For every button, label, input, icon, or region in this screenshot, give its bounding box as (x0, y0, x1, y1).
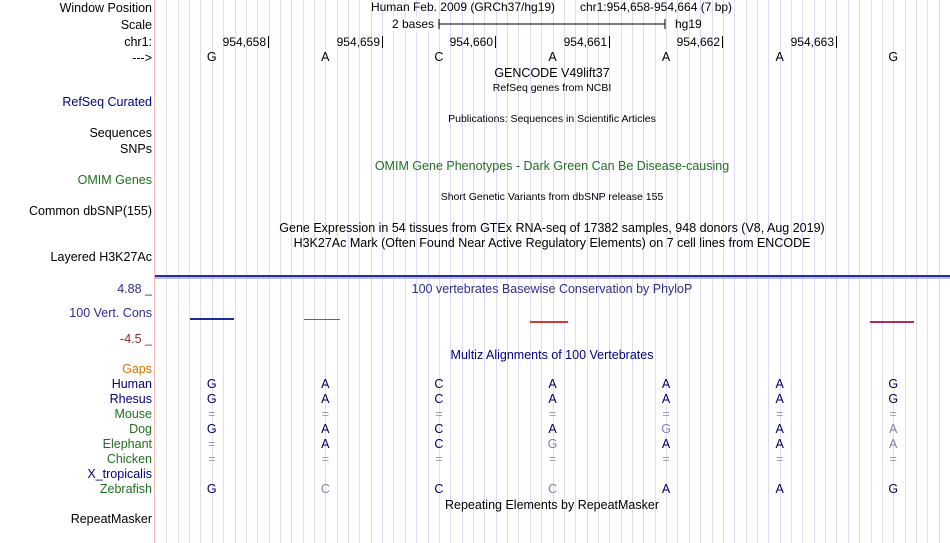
alignment-base: A (321, 377, 330, 391)
chrom-label: chr1: (124, 35, 152, 49)
gaps-label[interactable]: Gaps (122, 362, 152, 376)
alignment-base: G (888, 482, 899, 496)
strand-label: ---> (132, 51, 152, 65)
gridline (746, 0, 747, 543)
gridline (859, 0, 860, 543)
gencode-title[interactable]: GENCODE V49lift37 (494, 66, 610, 80)
gridline (757, 0, 758, 543)
alignment-base: = (321, 452, 329, 466)
scale-bar (438, 17, 668, 31)
alignment-base: A (321, 422, 330, 436)
gridline (791, 0, 792, 543)
ruler-tick-label: 954,661 (563, 35, 607, 49)
alignment-base: C (434, 437, 444, 451)
gridline (484, 0, 485, 543)
alignment-base: = (662, 452, 670, 466)
gridline (416, 0, 417, 543)
omim-title[interactable]: OMIM Gene Phenotypes - Dark Green Can Be Disease-causing (374, 159, 730, 173)
repeatmasker-title[interactable]: Repeating Elements by RepeatMasker (444, 498, 660, 512)
alignment-base: A (548, 392, 557, 406)
gridline (371, 0, 372, 543)
alignment-base: = (321, 407, 329, 421)
scale-label: Scale (120, 18, 152, 32)
alignment-base: A (661, 377, 671, 391)
alignment-base: C (434, 377, 444, 391)
gridline (700, 0, 701, 543)
dbsnp-label[interactable]: Common dbSNP(155) (29, 204, 152, 218)
ruler-tick (836, 36, 837, 48)
gridline (359, 0, 360, 543)
species-label[interactable]: Zebrafish (99, 482, 152, 496)
gridline (677, 0, 678, 543)
ref-base: G (206, 50, 217, 64)
ref-base: A (775, 50, 784, 64)
alignment-base: A (775, 482, 784, 496)
alignment-base: C (434, 482, 444, 496)
alignment-base: A (321, 392, 330, 406)
omim-label[interactable]: OMIM Genes (77, 173, 152, 187)
gridline (337, 0, 338, 543)
species-label[interactable]: Mouse (114, 407, 152, 421)
gridline (939, 0, 940, 543)
alignment-base: A (889, 422, 898, 436)
alignment-base: A (775, 422, 784, 436)
gridline (303, 0, 304, 543)
alignment-base: A (548, 422, 557, 436)
gridline (280, 0, 281, 543)
alignment-base: A (775, 377, 784, 391)
ruler-tick-label: 954,663 (790, 35, 834, 49)
ruler-tick-label: 954,659 (336, 35, 380, 49)
alignment-base: = (208, 407, 216, 421)
publications-title[interactable]: Publications: Sequences in Scientific Articles (448, 113, 656, 125)
ref-base: G (888, 50, 899, 64)
alignment-base: A (321, 437, 330, 451)
gridline (178, 0, 179, 543)
ref-base: A (321, 50, 330, 64)
alignment-base: G (206, 377, 217, 391)
alignment-base: = (208, 452, 216, 466)
ruler-tick (382, 36, 383, 48)
phylop-mark (190, 318, 234, 320)
alignment-base: A (661, 392, 671, 406)
alignment-base: = (775, 452, 784, 466)
species-label[interactable]: Human (111, 377, 152, 391)
gridline (382, 0, 383, 543)
gridline (927, 0, 928, 543)
gridline (462, 0, 463, 543)
gridline (802, 0, 803, 543)
sidebar-border (154, 0, 155, 543)
alignment-base: = (775, 407, 784, 421)
species-label[interactable]: Rhesus (109, 392, 152, 406)
refseq-label[interactable]: RefSeq Curated (62, 95, 152, 109)
species-label[interactable]: X_tropicalis (87, 467, 152, 481)
gridline (814, 0, 815, 543)
alignment-base: C (434, 392, 444, 406)
alignment-base: = (889, 452, 897, 466)
ref-base: C (434, 50, 444, 64)
gridline (450, 0, 451, 543)
window-coords: chr1:954,658-954,664 (7 bp) (579, 0, 733, 14)
alignment-base: G (206, 392, 217, 406)
alignment-base: = (889, 407, 897, 421)
alignment-base: = (208, 437, 216, 451)
gridline (257, 0, 258, 543)
gridline (871, 0, 872, 543)
ruler-tick (722, 36, 723, 48)
repeatmasker-label[interactable]: RepeatMasker (70, 512, 152, 526)
species-label[interactable]: Elephant (102, 437, 152, 451)
dbsnp-title[interactable]: Short Genetic Variants from dbSNP release 155 (440, 191, 664, 203)
phylop-max-label: 4.88 _ (117, 282, 152, 296)
ruler-tick (268, 36, 269, 48)
gridline (723, 0, 724, 543)
gridline (882, 0, 883, 543)
gridline (768, 0, 769, 543)
gridline (314, 0, 315, 543)
gridline (825, 0, 826, 543)
gtex-title[interactable]: Gene Expression in 54 tissues from GTEx RNA-seq of 17382 samples, 948 donors (V8, Aug 2019) (279, 221, 825, 235)
alignment-base: G (661, 422, 671, 436)
alignment-base: G (206, 482, 217, 496)
phylop-min-label: -4.5 _ (120, 332, 152, 346)
gridline (189, 0, 190, 543)
alignment-base: A (661, 482, 671, 496)
alignment-base: A (661, 437, 671, 451)
species-label[interactable]: Chicken (106, 452, 152, 466)
alignment-base: A (775, 392, 784, 406)
gridline (428, 0, 429, 543)
ruler-tick (495, 36, 496, 48)
alignment-base: C (320, 482, 330, 496)
gridline (848, 0, 849, 543)
gridline (393, 0, 394, 543)
phylop-mark (304, 319, 340, 320)
ref-base: A (661, 50, 671, 64)
gridline (836, 0, 837, 543)
alignment-base: = (435, 407, 443, 421)
gridline (655, 0, 656, 543)
window-position-label: Window Position (59, 1, 152, 15)
h3k27ac-title[interactable]: H3K27Ac Mark (Often Found Near Active Regulatory Elements) on 7 cell lines from ENCODE (293, 236, 811, 250)
gridline (166, 0, 167, 543)
ruler-tick-label: 954,658 (222, 35, 266, 49)
species-label[interactable]: Dog (129, 422, 152, 436)
alignment-base: A (548, 377, 557, 391)
scale-text: 2 bases (392, 17, 435, 31)
scale-db: hg19 (675, 17, 702, 31)
h3k27ac-signal-band-shade (155, 277, 950, 279)
gridline (689, 0, 690, 543)
gridline (643, 0, 644, 543)
alignment-base: C (434, 422, 444, 436)
gridline (621, 0, 622, 543)
ruler-tick-label: 954,662 (676, 35, 720, 49)
assembly-title: Human Feb. 2009 (GRCh37/hg19) (370, 0, 556, 14)
alignment-base: = (548, 452, 557, 466)
gridline (291, 0, 292, 543)
sequences-label[interactable]: Sequences (89, 126, 152, 140)
gridline (473, 0, 474, 543)
alignment-base: G (547, 437, 558, 451)
gridline (632, 0, 633, 543)
alignment-base: A (775, 437, 784, 451)
gridline (269, 0, 270, 543)
h3k27ac-label[interactable]: Layered H3K27Ac (50, 250, 152, 264)
ruler-tick-label: 954,660 (449, 35, 493, 49)
alignment-base: = (662, 407, 670, 421)
phylop-title[interactable]: 100 vertebrates Basewise Conservation by PhyloP (411, 282, 693, 296)
gridline (235, 0, 236, 543)
gridline (734, 0, 735, 543)
gridline (348, 0, 349, 543)
alignment-base: = (548, 407, 557, 421)
alignment-base: G (888, 377, 899, 391)
gridline (246, 0, 247, 543)
gridline (200, 0, 201, 543)
phylop-mark (870, 321, 914, 323)
snps-label[interactable]: SNPs (120, 142, 152, 156)
gridline (405, 0, 406, 543)
multiz-title[interactable]: Multiz Alignments of 100 Vertebrates (450, 348, 654, 362)
alignment-base: C (547, 482, 558, 496)
alignment-base: = (435, 452, 443, 466)
refseq-title[interactable]: RefSeq genes from NCBI (492, 82, 612, 94)
cons-label[interactable]: 100 Vert. Cons (69, 306, 152, 320)
gridline (916, 0, 917, 543)
alignment-base: A (889, 437, 898, 451)
alignment-base: G (206, 422, 217, 436)
gridline (223, 0, 224, 543)
ref-base: A (548, 50, 557, 64)
alignment-base: G (888, 392, 899, 406)
gridline (712, 0, 713, 543)
phylop-mark (530, 321, 568, 323)
ruler-tick (609, 36, 610, 48)
gridline (905, 0, 906, 543)
